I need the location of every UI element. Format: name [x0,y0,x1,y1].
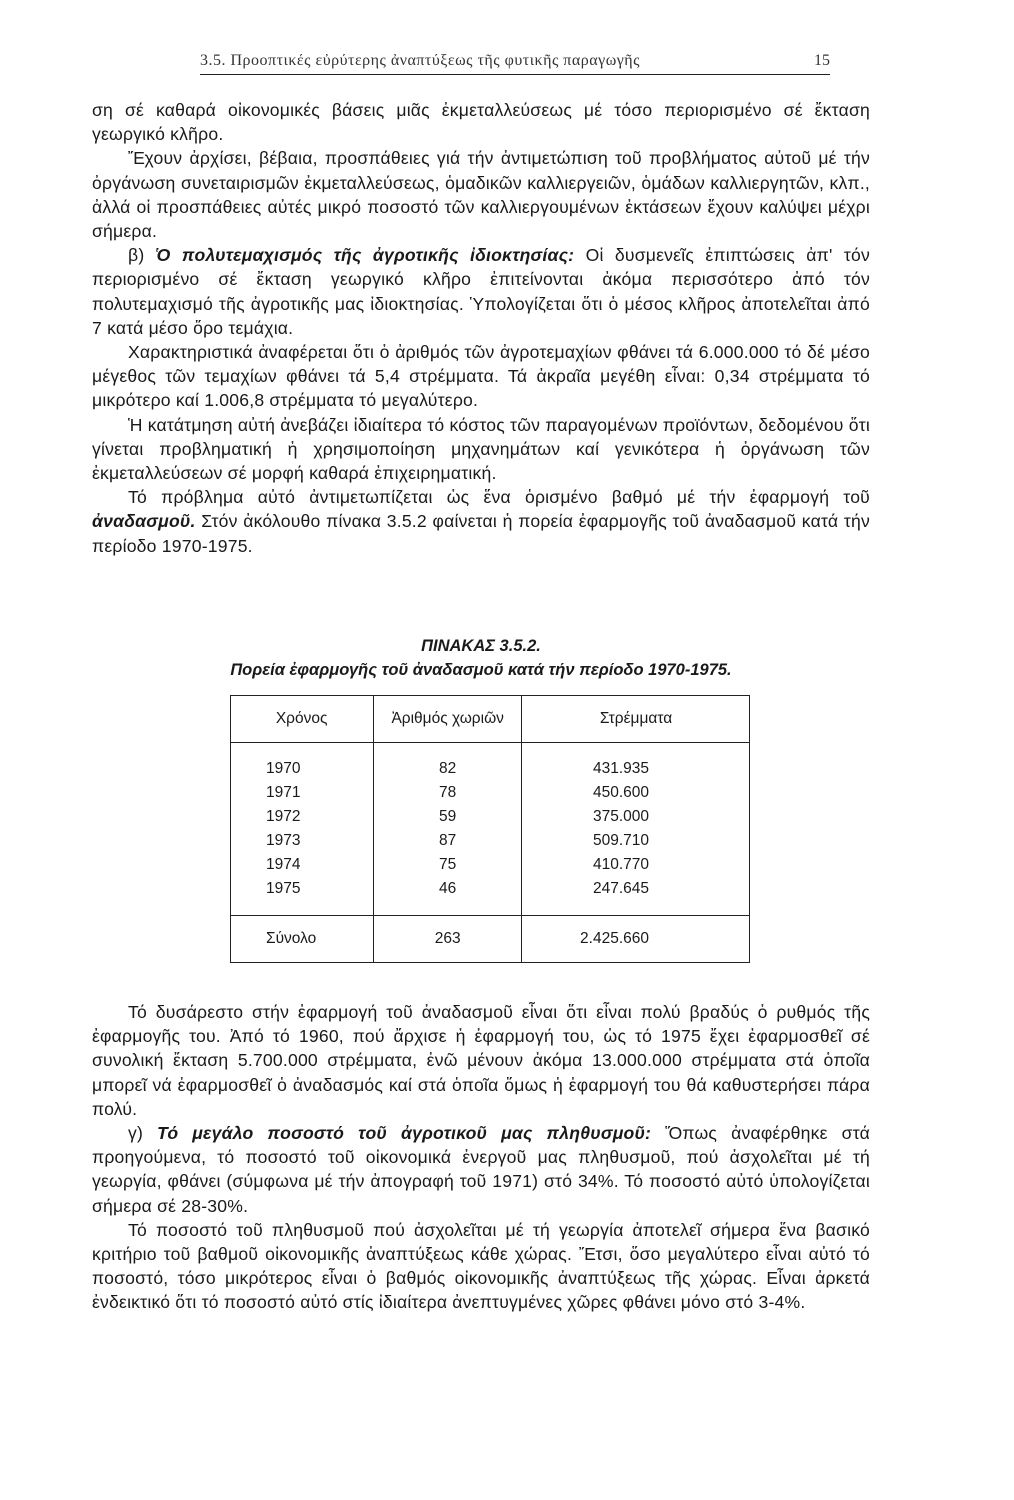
column-header-year: Χρόνος [231,696,374,743]
cell-stremmata: 509.710 [522,829,750,853]
table-row [231,781,750,805]
paragraph: Ἡ κατάτμηση αὐτή ἀνεβάζει ἰδιαίτερα τό κόστος τῶν παραγομένων προϊόντων, δεδομένου ὅτι γίνεται προβληματική ἡ χρησιμοποίηση μηχανημάτων καί γενικότερα ἡ ὀργάνωση τῶν ἐκμεταλλεύσεων σέ μορφή καθαρά ἐπιχειρηματική. [92,414,870,484]
cell-year: 1974 [231,853,374,877]
cell-year: 1970 [231,757,374,781]
paragraph [92,485,870,558]
running-header [200,48,830,75]
cell-year: 1975 [231,877,374,901]
cell-total-stremmata: 2.425.660 [522,916,750,963]
cell-year: 1971 [231,781,374,805]
table-number: ΠΙΝΑΚΑΣ 3.5.2. [421,637,541,655]
cell-stremmata: 410.770 [522,853,750,877]
paragraph: Τό ποσοστό τοῦ πληθυσμοῦ πού ἀσχολεῖται μέ τή γεωργία ἀποτελεῖ σήμερα ἕνα βασικό κριτήριο τοῦ βαθμοῦ οἰκονομικῆς ἀναπτύξεως κάθε χώρας. Ἔτσι, ὅσο μεγαλύτερο εἶναι αὐτό τό ποσοστό, τόσο μικρότερος εἶναι ὁ βαθμός οἰκονομικῆς ἀναπτύξεως τῆς χώρας. Εἶναι ἀρκετά ἐνδεικτικό ὅτι τό ποσοστό αὐτό στίς ἰδιαίτερα ἀνεπτυγμένες χῶρες φθάνει μόνο στό 3-4%. [92,1219,870,1313]
column-header-stremmata: Στρέμματα [522,696,750,743]
emphasis-term: ἀναδασμοῦ. [92,511,196,532]
section-heading: Τό μεγάλο ποσοστό τοῦ ἀγροτικοῦ μας πληθυσμοῦ: [157,1123,652,1144]
paragraph-text: Τό πρόβλημα αὐτό ἀντιμετωπίζεται ὡς ἕνα ὁρισμένο βαθμό μέ τήν ἐφαρμογή τοῦ [128,487,870,508]
paragraph: Ἔχουν ἀρχίσει, βέβαια, προσπάθειες γιά τήν ἀντιμετώπιση τοῦ προβλήματος αὐτοῦ μέ τήν ὀργάνωση συνεταιρισμῶν ἐκμεταλλεύσεως, ὁμαδικῶν καλλιεργειῶν, ὁμάδων καλλιεργητῶν, κλπ., ἀλλά οἱ προσπάθειες αὐτές μικρό ποσοστό τῶν καλλιεργουμένων ἐκτάσεων ἔχουν καλύψει μέχρι σήμερα. [92,148,870,242]
paragraph-body: Ὅπως ἀναφέρθηκε στά προηγούμενα, τό ποσοστό τοῦ οἰκονομικά ἐνεργοῦ μας πληθυσμοῦ, πού ἀσχολεῖται μέ τή γεωργία, φθάνει (σύμφωνα μέ τήν ἀπογραφή τοῦ 1971) στό 34%. Τό ποσοστό αὐτό ὑπολογίζεται σήμερα σέ 28-30%. [92,1123,870,1216]
land-consolidation-table [230,695,750,963]
paragraph: Χαρακτηριστικά ἀναφέρεται ὅτι ὁ ἀριθμός τῶν ἀγροτεμαχίων φθάνει τά 6.000.000 τό δέ μέσο μέγεθος τῶν τεμαχίων φθάνει τά 5,4 στρέμματα. Τά ἀκραῖα μεγέθη εἶναι: 0,34 στρέμματα τό μικρότερο καί 1.006,8 στρέμματα τό μεγαλύτερο. [92,342,870,411]
table-total-row [231,916,750,963]
cell-villages: 75 [374,853,522,877]
cell-stremmata: 450.600 [522,781,750,805]
cell-villages: 78 [374,781,522,805]
header-title: 3.5. Προοπτικές εὐρύτερης ἀναπτύξεως τῆς φυτικῆς παραγωγῆς [200,52,640,69]
table-caption: Πορεία ἐφαρμογῆς τοῦ ἀναδασμοῦ κατά τήν περίοδο 1970-1975. [230,661,732,679]
section-prefix: γ) [128,1123,158,1144]
paragraph: ση σέ καθαρά οἰκονομικές βάσεις μιᾶς ἐκμεταλλεύσεως μέ τόσο περιορισμένο σέ ἔκταση γεωργικό κλῆρο. [92,100,870,145]
cell-total-villages: 263 [374,916,522,963]
table-row [231,757,750,781]
page-number: 15 [814,52,830,69]
table-header-row [231,696,750,743]
body-text-bottom [92,1000,870,1315]
table-row [231,829,750,853]
paragraph-text: Στόν ἀκόλουθο πίνακα 3.5.2 φαίνεται ἡ πορεία ἐφαρμογῆς τοῦ ἀναδασμοῦ κατά τήν περίοδο 1970-1975. [92,511,870,556]
cell-total-label: Σύνολο [231,916,374,963]
cell-villages: 59 [374,805,522,829]
cell-stremmata: 247.645 [522,877,750,901]
body-text-top [92,98,870,558]
paragraph-body: Οἱ δυσμενεῖς ἐπιπτώσεις ἀπ' τόν περιορισμένο σέ ἔκταση γεωργικό κλῆρο ἐπιτείνονται ἀκόμα περισσότερο ἀπό τόν πολυτεμαχισμό τῆς ἀγροτικῆς μας ἰδιοκτησίας. Ὑπολογίζεται ὅτι ὁ μέσος κλῆρος ἀποτελεῖται ἀπό 7 κατά μέσο ὅρο τεμάχια. [92,245,870,338]
cell-year: 1972 [231,805,374,829]
paragraph: Τό δυσάρεστο στήν ἐφαρμογή τοῦ ἀναδασμοῦ εἶναι ὅτι εἶναι πολύ βραδύς ὁ ρυθμός τῆς ἐφαρμογῆς του. Ἀπό τό 1960, πού ἄρχισε ἡ ἐφαρμογή του, ὡς τό 1975 ἔχει ἐφαρμοσθεῖ σέ συνολική ἔκταση 5.700.000 στρέμματα, ἐνῶ μένουν ἀκόμα 13.000.000 στρέμματα στά ὁποῖα μπορεῖ νά ἐφαρμοσθεῖ ὁ ἀναδασμός καί στά ὁποῖα ὅμως ἡ ἐφαρμογή του θά καθυστερήσει πάρα πολύ. [92,1002,870,1119]
section-prefix: β) [128,245,156,266]
cell-stremmata: 431.935 [522,757,750,781]
table-row [231,877,750,901]
cell-villages: 82 [374,757,522,781]
cell-year: 1973 [231,829,374,853]
column-header-villages: Ἀριθμός χωριῶν [374,696,522,743]
cell-stremmata: 375.000 [522,805,750,829]
table-row [231,805,750,829]
paragraph-section-c [92,1121,870,1218]
section-heading: Ὁ πολυτεμαχισμός τῆς ἀγροτικῆς ἰδιοκτησίας: [155,245,575,266]
paragraph-section-b [92,243,870,340]
cell-villages: 46 [374,877,522,901]
table-row [231,853,750,877]
cell-villages: 87 [374,829,522,853]
